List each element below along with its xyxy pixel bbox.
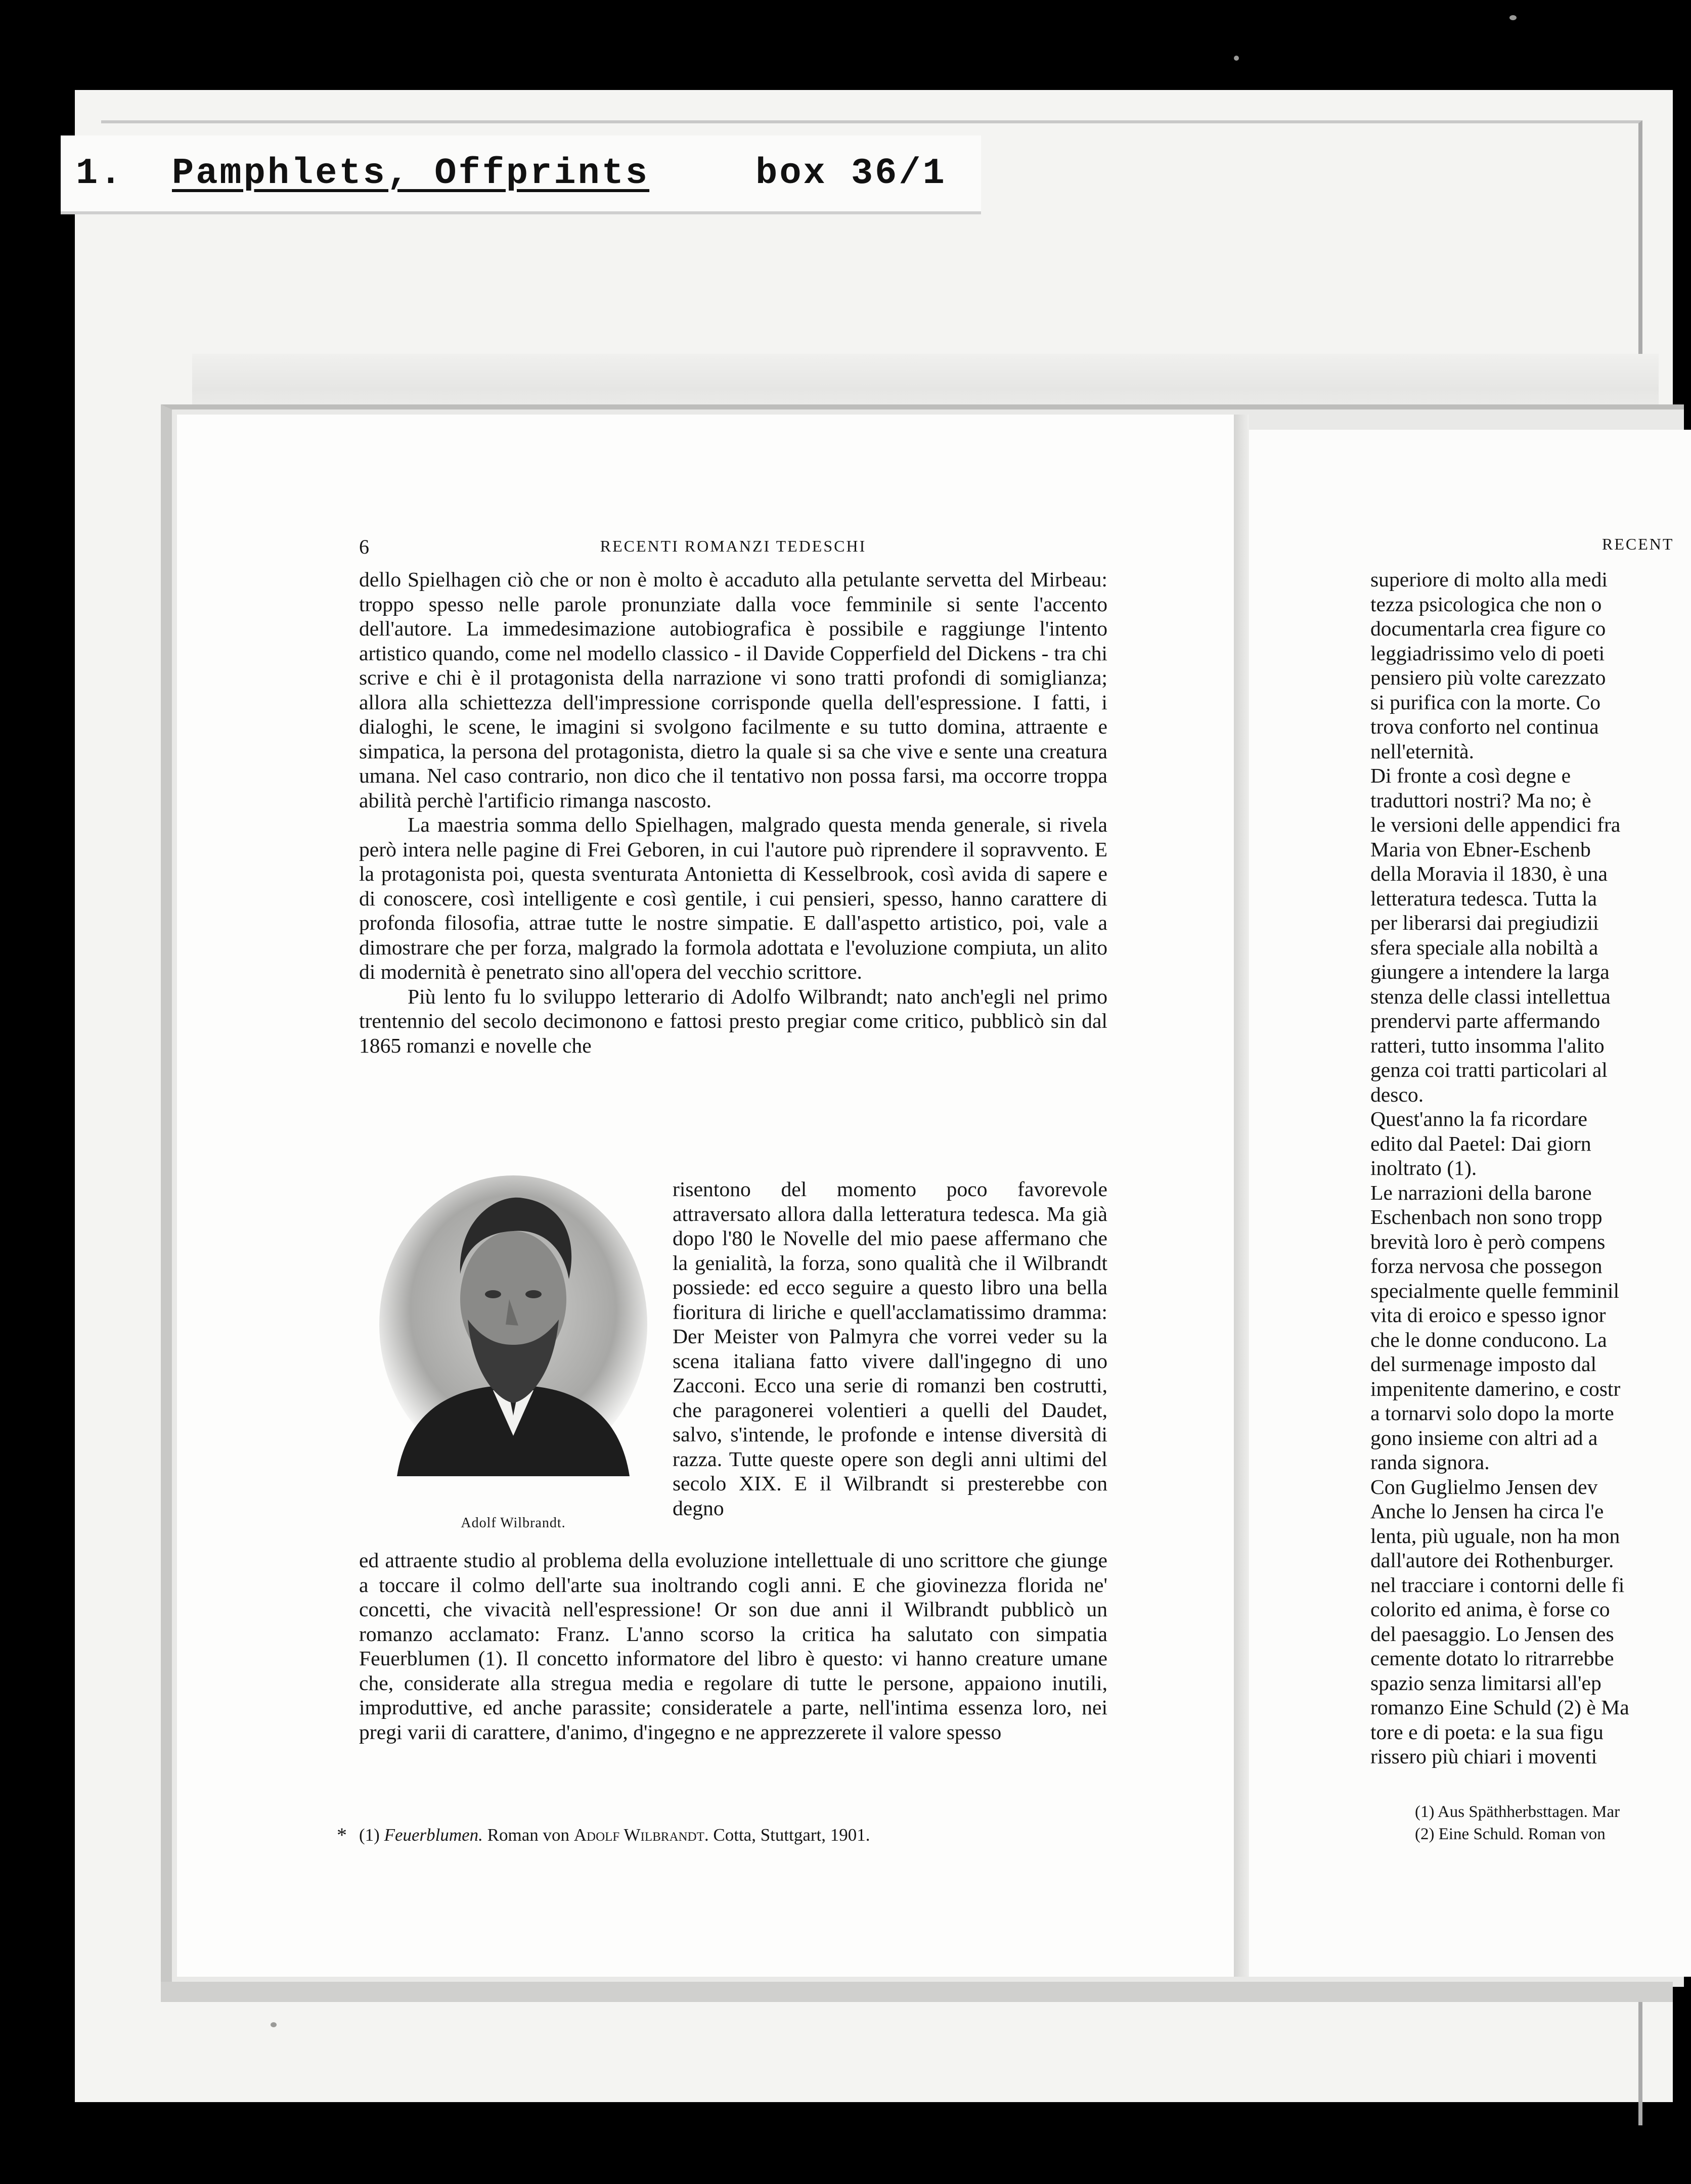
footnote-star: * — [337, 1824, 347, 1846]
right-page-line: traduttori nostri? Ma no; è — [1370, 788, 1591, 812]
footnote-marker: (1) — [359, 1825, 380, 1845]
right-page-line: colorito ed anima, è forse co — [1370, 1598, 1610, 1621]
right-page-line: della Moravia il 1830, è una — [1370, 862, 1608, 885]
right-page-line: Anche lo Jensen ha circa l'e — [1370, 1499, 1604, 1523]
right-page-line: superiore di molto alla medi — [1370, 568, 1608, 591]
text-block-beside-portrait — [673, 1177, 1107, 1520]
right-page-line: che le donne conducono. La — [1370, 1328, 1607, 1351]
right-page-line: tore e di poeta: e la sua figu — [1370, 1720, 1604, 1744]
right-running-head: RECENT — [1602, 535, 1674, 553]
right-page-line: a tornarvi solo dopo la morte — [1370, 1401, 1614, 1425]
label-line-number: 1. — [76, 153, 124, 194]
right-page-line: cemente dotato lo ritrarrebbe — [1370, 1647, 1614, 1670]
right-page-line: edito dal Paetel: Dai giorn — [1370, 1131, 1591, 1155]
right-page-footnotes — [1415, 1801, 1691, 1845]
dust-speck — [1509, 15, 1517, 20]
archive-label — [61, 135, 981, 214]
dust-speck — [271, 2022, 277, 2027]
right-page-line: per liberarsi dai pregiudizii — [1370, 911, 1599, 934]
portrait-engraving — [377, 1173, 650, 1476]
right-page-line: stenza delle classi intellettua — [1370, 984, 1611, 1008]
right-page-line: forza nervosa che possegon — [1370, 1254, 1603, 1278]
right-page-line: del paesaggio. Lo Jensen des — [1370, 1622, 1614, 1646]
right-page-line: Con Guglielmo Jensen dev — [1370, 1475, 1598, 1498]
right-page-line: Di fronte a così degne e — [1370, 764, 1571, 787]
right-page-line: impenitente damerino, e costr — [1370, 1377, 1621, 1400]
right-page-line: documentarla crea figure co — [1370, 617, 1606, 640]
right-page-line: leggiadrissimo velo di poeti — [1370, 641, 1605, 665]
right-page-line: sfera speciale alla nobiltà a — [1370, 935, 1598, 959]
right-page-line: inoltrato (1). — [1370, 1156, 1477, 1179]
footnote — [337, 1824, 1107, 1846]
right-page-line: Eschenbach non sono tropp — [1370, 1205, 1603, 1228]
label-box-number: box 36/1 — [755, 153, 947, 194]
paragraph-2: La maestria somma dello Spielhagen, malgrado questa menda generale, si rivela però intera nelle pagine di Frei Geboren, in cui l'autore può riprendere il sopravvento. E la protagonista poi, questa sventurata Antonietta di Kesselbrook, così avida di sapere e di conoscere, così intelligente e così gentile, i cui pensieri, spesso, hanno carattere di profonda filosofia, attrae tutte le nostre simpatie. E dall'aspetto artistico, poi, vale a dimostrare che per forza, malgrado la formola adottata e l'evoluzione compiuta, un alito di modernità è penetrato sino all'opera del vecchio scrittore. — [359, 813, 1107, 983]
right-page-line: randa signora. — [1370, 1450, 1490, 1474]
right-page-line: Maria von Ebner-Eschenb — [1370, 837, 1591, 861]
text-block-bottom — [359, 1548, 1107, 1744]
right-page-line: ratteri, tutto insomma l'alito — [1370, 1033, 1605, 1057]
right-page-line: Quest'anno la fa ricordare — [1370, 1107, 1587, 1130]
portrait-caption: Adolf Wilbrandt. — [461, 1515, 566, 1531]
right-page-line: dall'autore dei Rothenburger. — [1370, 1549, 1614, 1572]
left-running-head — [359, 535, 1107, 560]
right-page-line: rissero più chiari i moventi — [1370, 1745, 1597, 1768]
right-page-line: del surmenage imposto dal — [1370, 1352, 1597, 1376]
right-page-line: giungere a intendere la larga — [1370, 960, 1610, 983]
page-number: 6 — [359, 535, 371, 558]
page-gutter — [1234, 415, 1249, 1977]
footnote-mid: Roman von — [487, 1825, 570, 1845]
paragraph-3-start: Più lento fu lo sviluppo letterario di Adolfo Wilbrandt; nato anch'egli nel primo trentennio del secolo decimonono e fattosi presto pregiar come critico, pubblicò sin dal 1865 romanzi e novelle che — [359, 984, 1107, 1057]
right-page-line: specialmente quelle femminil — [1370, 1279, 1620, 1302]
right-page-line: vita di eroico e spesso ignor — [1370, 1303, 1606, 1327]
right-page-line: nel tracciare i contorni delle fi — [1370, 1573, 1625, 1597]
label-series: Pamphlets, Offprints — [172, 153, 650, 194]
offprint-edge — [161, 1982, 1673, 2002]
right-page-line: si purifica con la morte. Co — [1370, 690, 1601, 714]
right-page-line: lenta, più uguale, non ha mon — [1370, 1524, 1620, 1548]
right-page-line: Le narrazioni della barone — [1370, 1180, 1592, 1204]
right-page-line: desco. — [1370, 1082, 1424, 1106]
right-page-footnote: (2) Eine Schuld. Roman von — [1415, 1825, 1606, 1843]
paragraph-1: dello Spielhagen ciò che or non è molto è accaduto alla petulante servetta del Mirbeau: troppo spesso nelle parole pronunziate dalla voce femminile si sente l'accento dell'autore. La immedesimazione autobiografica è possibile e raggiunge l'intento artistico quando, come nel modello classico - il Davide Copperfield del Dickens - tra chi scrive e chi è il protagonista della narrazione vi sono tratti profondi di somiglianza; allora alla schiettezza dell'impressione corrisponde quella dell'espressione. I fatti, i dialoghi, le scene, le imagini si svolgono facilmente e su tutto domina, attraente e simpatica, la persona del protagonista, dietro la quale si sa che vive e sente una creatura umana. Nel caso contrario, non dico che il tentativo non possa farsi, ma occorre troppa abilità perchè l'artificio rimanga nascosto. — [359, 568, 1107, 812]
right-page-text — [1370, 567, 1691, 1769]
right-page-line: pensiero più volte carezzato — [1370, 666, 1606, 689]
right-page-line: gono insieme con altri ad a — [1370, 1426, 1598, 1449]
dust-speck — [1234, 56, 1239, 61]
footnote-title: Feuerblumen. — [384, 1825, 483, 1845]
right-page-footnote: (1) Aus Späthherbsttagen. Mar — [1415, 1803, 1620, 1821]
running-head-title: RECENTI ROMANZI TEDESCHI — [600, 537, 867, 555]
right-page-line: brevità loro è però compens — [1370, 1230, 1606, 1253]
right-page-line: spazio senza limitarsi all'ep — [1370, 1671, 1601, 1695]
right-page-line: trova conforto nel continua — [1370, 715, 1599, 738]
paragraph-3-wrap: risentono del momento poco favorevole attraversato allora dalla letteratura tedesca. Ma già dopo l'80 le Novelle del mio paese affermano che la genialità, la forza, sono qualità che il Wilbrandt possiede: ed ecco seguire a questo libro una bella fioritura di liriche e quell'acclamatissimo dramma: Der Meister von Palmyra che vorrei veder su la scena italiana fatto vivere dall'ingegno di uno Zacconi. Ecco una serie di romanzi ben costrutti, che paragonerei volentieri a quelli del Daudet, salvo, s'intende, le profonde e intense diversità di razza. Tutte queste opere son degli anni ultimi del secolo XIX. E il Wilbrandt si presterebbe con degno — [673, 1177, 1107, 1520]
text-block-top — [359, 567, 1107, 1058]
footnote-author: Adolf Wilbrandt. — [573, 1825, 709, 1845]
right-page-line: tezza psicologica che non o — [1370, 592, 1602, 616]
right-page-line: prendervi parte affermando — [1370, 1009, 1600, 1032]
right-page-line: genza coi tratti particolari al — [1370, 1058, 1608, 1081]
right-page-line: romanzo Eine Schuld (2) è Ma — [1370, 1696, 1629, 1719]
footnote-publisher: Cotta, Stuttgart, 1901. — [713, 1825, 870, 1845]
right-page-line: nell'eternità. — [1370, 739, 1474, 763]
right-page-line: le versioni delle appendici fra — [1370, 813, 1621, 836]
paragraph-3-end: ed attraente studio al problema della evoluzione intellettuale di uno scrittore che giunge a toccare il colmo dell'arte sua inoltrando cogli anni. E che giovinezza florida ne' concetti, che vivacità nell'espressione! Or son due anni il Wilbrandt pubblicò un romanzo acclamato: Franz. L'anno scorso la critica ha salutato con simpatia Feuerblumen (1). Il concetto informatore del libro è questo: vi hanno creature umane che, considerate alla stregua media e regolare di tutte le persone, appaiono inutili, improduttive, ed anche parassite; consideratele a parte, nell'intima essenza loro, nei pregi varii di carattere, d'animo, d'ingegno e ne apprezzerete il valore spesso — [359, 1549, 1107, 1744]
right-page-line: letteratura tedesca. Tutta la — [1370, 886, 1597, 910]
